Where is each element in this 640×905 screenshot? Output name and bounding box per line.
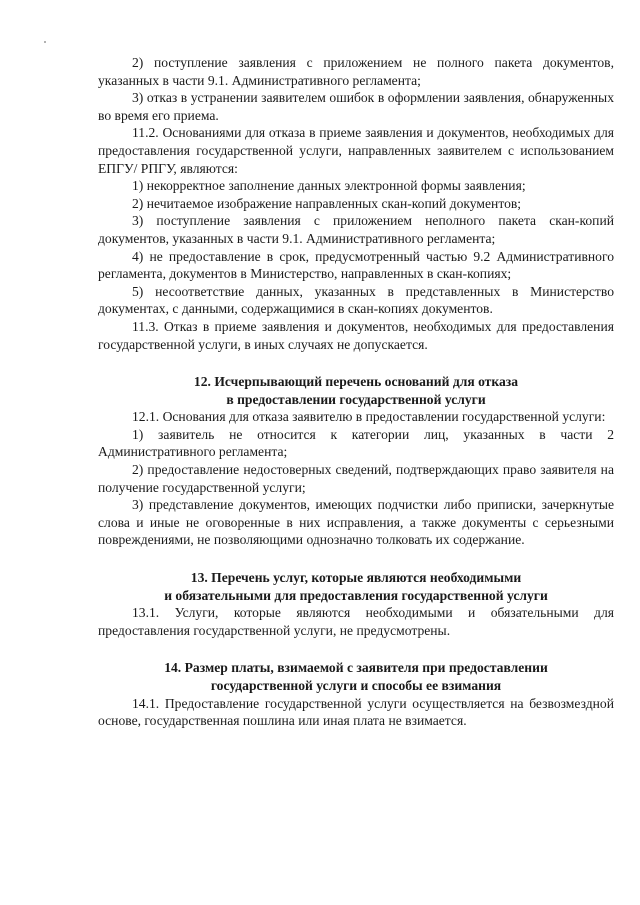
section-13-heading [98,569,614,604]
heading-line: 12. Исчерпывающий перечень оснований для отказа [193,374,519,390]
paragraph: 3) поступление заявления с приложением неполного пакета скан-копий документов, указанных в части 9.1. Административного регламента; [98,213,614,246]
paragraph: 13.1. Услуги, которые являются необходимыми и обязательными для предоставления государственной услуги, не предусмотрены. [98,605,614,638]
paragraph: 1) некорректное заполнение данных электронной формы заявления; [132,178,526,194]
paragraph: 11.3. Отказ в приеме заявления и документов, необходимых для предоставления государственной услуги, в иных случаях не допускается. [98,318,614,352]
heading-line: в предоставлении государственной услуги [226,391,486,407]
paragraph: 12.1. Основания для отказа заявителю в предоставлении государственной услуги: [132,409,606,425]
section-12-heading [98,373,614,408]
heading-line: и обязательными для предоставления государственной услуги [164,587,548,603]
section-12 [98,373,614,549]
scan-speck [44,41,46,43]
paragraph: 11.2. Основаниями для отказа в приеме заявления и документов, необходимых для предоставления государственной услуги, направленных заявителем с использованием ЕПГУ/ РПГУ, являются: [98,125,614,176]
paragraph: 4) не предоставление в срок, предусмотренный частью 9.2 Административного регламента, документов в Министерство, направленных в скан-копиях; [98,248,614,282]
paragraph: 14.1. Предоставление государственной услуги осуществляется на безвозмездной основе, государственная пошлина или иная плата не взимается. [98,695,614,729]
heading-line: 14. Размер платы, взимаемой с заявителя при предоставлении [164,660,548,676]
paragraph: 2) нечитаемое изображение направленных скан-копий документов; [132,195,522,211]
paragraph: 2) предоставление недостоверных сведений, подтверждающих право заявителя на получение государственной услуги; [98,462,614,495]
section-11-continuation [98,54,614,353]
heading-line: государственной услуги и способы ее взимания [210,678,502,693]
document-page [98,54,614,730]
paragraph: 3) представление документов, имеющих подчистки либо приписки, зачеркнутые слова и иные не оговоренные в них исправления, а также документы с серьезными повреждениями, не позволяющими однозначно толковать их содержание. [98,497,614,548]
section-14-heading [98,659,614,694]
paragraph: 2) поступление заявления с приложением не полного пакета документов, указанных в части 9.1. Административного регламента; [98,55,614,88]
section-13 [98,569,614,639]
paragraph: 5) несоответствие данных, указанных в представленных в Министерство документах, с данными, содержащимися в скан-копиях документов. [98,283,614,317]
paragraph: 1) заявитель не относится к категории лиц, указанных в части 2 Административного регламента; [98,426,614,460]
paragraph: 3) отказ в устранении заявителем ошибок в оформлении заявления, обнаруженных во время его приема. [98,90,614,123]
heading-line: 13. Перечень услуг, которые являются необходимыми [190,570,522,586]
section-14 [98,659,614,729]
